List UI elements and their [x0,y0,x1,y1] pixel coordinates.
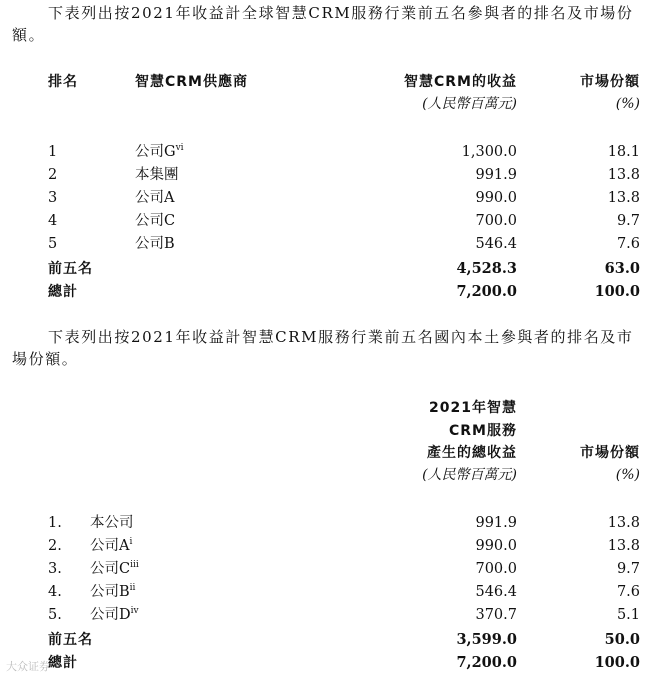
watermark-logo: 大众证券 [6,660,50,673]
t2-company-name: 公司$A^i$ [90,537,133,554]
t1-revenue: 1,300.0 [461,144,517,160]
intro-paragraph-domestic: 下表列出按2021年收益計智慧CRM服務行業前五名國內本土參與者的排名及市場份額。 [12,328,634,368]
footnote-marker: vi [175,143,184,153]
t2-total-revenue: 7,200.0 [456,654,517,671]
t1-share: 9.7 [616,213,640,229]
t1-header-revenue-unit: (人民幣百萬元) [422,96,517,112]
t2-total-share: 100.0 [594,654,640,671]
t2-share: 13.8 [607,515,640,531]
t2-header-revenue-unit: (人民幣百萬元) [422,467,517,483]
t2-rank: 1. [48,515,62,531]
t1-header-share: 市場份額 [580,74,640,90]
footnote-marker: ii [129,583,136,593]
intro-paragraph-global: 下表列出按2021年收益計全球智慧CRM服務行業前五名參與者的排名及市場份額。 [12,4,634,44]
t2-company-name: 公司$D^{iv}$ [90,606,139,623]
t2-revenue: 991.9 [475,515,517,531]
t2-header-revenue-line2: CRM服務 [449,423,517,439]
t2-share: 13.8 [607,538,640,554]
t1-header-revenue: 智慧CRM的收益 [404,74,517,90]
t1-vendor-name: 公司C [135,213,176,229]
t1-total-share: 100.0 [594,283,640,300]
t1-share: 7.6 [616,236,640,252]
t2-rank: 2. [48,538,62,554]
t1-header-rank: 排名 [48,74,78,90]
t1-vendor-name: 公司B [135,236,175,252]
t1-rank: 4 [48,213,58,229]
t2-revenue: 370.7 [475,607,517,623]
t2-share: 7.6 [616,584,640,600]
t2-header-revenue-line3: 產生的總收益 [427,445,517,461]
t2-rank: 5. [48,607,62,623]
t1-revenue: 991.9 [475,167,517,183]
t1-vendor-name: 公司A [135,190,175,206]
t1-header-vendor: 智慧CRM供應商 [135,74,248,90]
t2-company-name: 本公司 [90,515,134,531]
t1-rank: 2 [48,167,58,183]
t2-rank: 4. [48,584,62,600]
t1-total-label: 總計 [48,284,78,300]
t2-top5-share: 50.0 [604,631,640,648]
t2-rank: 3. [48,561,62,577]
t1-share: 18.1 [607,144,640,160]
t1-top5-share: 63.0 [604,260,640,277]
t2-total-label: 總計 [48,655,78,671]
t2-revenue: 990.0 [475,538,517,554]
t2-share: 5.1 [616,607,640,623]
t1-rank: 3 [48,190,58,206]
t2-revenue: 700.0 [475,561,517,577]
t2-revenue: 546.4 [475,584,517,600]
t1-header-share-unit: (%) [615,96,640,112]
t1-revenue: 700.0 [475,213,517,229]
t2-company-name: 公司$B^{ii}$ [90,583,136,600]
t2-share: 9.7 [616,561,640,577]
t2-company-name: 公司$C^{iii}$ [90,560,139,577]
t2-top5-revenue: 3,599.0 [456,631,517,648]
footnote-marker: iii [130,560,139,570]
t1-revenue: 990.0 [475,190,517,206]
t1-revenue: 546.4 [475,236,517,252]
footnote-marker: i [129,537,133,547]
t1-share: 13.8 [607,167,640,183]
t2-top5-label: 前五名 [48,632,93,648]
t2-header-share-unit: (%) [615,467,640,483]
t2-header-share: 市場份額 [580,445,640,461]
t1-top5-revenue: 4,528.3 [456,260,517,277]
t1-total-revenue: 7,200.0 [456,283,517,300]
t1-rank: 1 [48,144,58,160]
t1-vendor-name: 本集團 [135,167,179,183]
t1-share: 13.8 [607,190,640,206]
t2-header-revenue-line1: 2021年智慧 [429,400,517,416]
t1-vendor-name: 公司$G^{vi}$ [135,143,184,160]
t1-top5-label: 前五名 [48,261,93,277]
t1-rank: 5 [48,236,58,252]
footnote-marker: iv [130,606,139,616]
